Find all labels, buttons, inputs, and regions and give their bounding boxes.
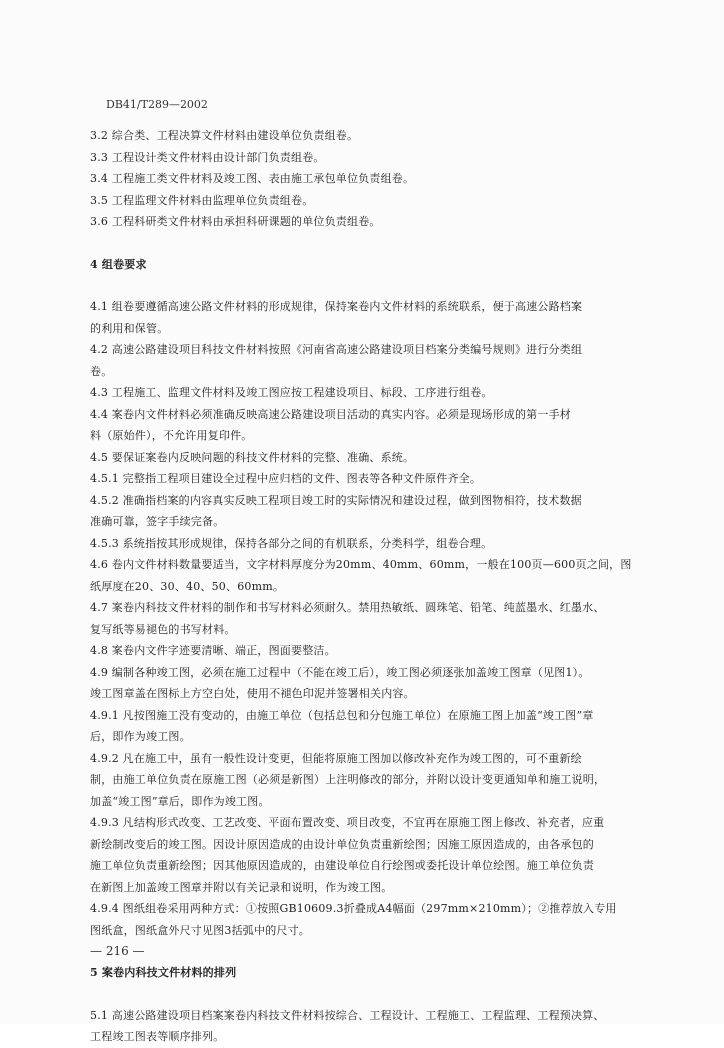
text-line: 竣工图章盖在图标上方空白处，使用不褪色印泥并签署相关内容。 (90, 687, 415, 700)
text-line: 的利用和保管。 (90, 321, 169, 335)
text-line: 4.8 案卷内文件字迹要清晰、端正，图面要整洁。 (90, 644, 336, 657)
spacer (90, 275, 660, 296)
text-line: 3.5 工程监理文件材料由监理单位负责组卷。 (90, 193, 314, 207)
text-line: 4.9.2 凡在施工中，虽有一般性设计变更，但能将原施工图加以修改补充作为竣工图的，可不重新绘 (90, 751, 582, 765)
text-line: 4.2 高速公路建设项目科技文件材料按照《河南省高速公路建设项目档案分类编号规则》进行分类组 (90, 343, 583, 356)
text-line: 料（原始件），不允许用复印件。 (90, 429, 253, 442)
spacer (90, 233, 660, 254)
text-line: 4.9 编制各种竣工图，必须在施工过程中（不能在竣工后），竣工图必须逐张加盖竣工图章（见图1）。 (90, 665, 590, 679)
text-line: 4.9.1 凡按图施工没有变动的，由施工单位（包括总包和分包施工单位）在原施工图上加盖“竣工图”章 (90, 708, 594, 722)
text-line: 4.9.4 图纸组卷采用两种方式：①按照GB10609.3折叠成A4幅面（297mm×210mm）；②推荐放入专用 (90, 902, 617, 915)
text-line: 4.6 卷内文件材料数量要适当，文字材料厚度分为20mm、40mm、60mm，一般在100页—600页之间，图 (90, 558, 632, 571)
text-line: 施工单位负责重新绘图；因其他原因造成的，由建设单位自行绘图或委托设计单位绘图。施工单位负责 (90, 859, 594, 872)
text-line: 制，由施工单位负责在原施工图（必须是新图）上注明修改的部分，并附以设计变更通知单和施工说明， (90, 773, 606, 786)
text-line: 后，即作为竣工图。 (90, 730, 191, 743)
text-line: 4.3 工程施工、监理文件材料及竣工图应按工程建设项目、标段、工序进行组卷。 (90, 386, 493, 399)
text-line: 4.9.3 凡结构形式改变、工艺改变、平面布置改变、项目改变，不宜再在原施工图上修改、补充者，应重 (90, 816, 605, 829)
text-line: 4.7 案卷内科技文件材料的制作和书写材料必须耐久。禁用热敏纸、圆珠笔、铅笔、纯蓝墨水、红墨水、 (90, 601, 605, 614)
text-line: 复写纸等易褪色的书写材料。 (90, 622, 236, 636)
text-line: 4.4 案卷内文件材料必须准确反映高速公路建设项目活动的真实内容。必须是现场形成的第一手材 (90, 407, 571, 421)
text-line: 3.6 工程科研类文件材料由承担科研课题的单位负责组卷。 (90, 215, 381, 228)
text-line: 3.3 工程设计类文件材料由设计部门负责组卷。 (90, 150, 325, 164)
text-line: 3.4 工程施工类文件材料及竣工图、表由施工承包单位负责组卷。 (90, 172, 415, 185)
text-line: 加盖“竣工图”章后，即作为竣工图。 (90, 794, 270, 808)
text-line: 5.1 高速公路建设项目档案案卷内科技文件材料按综合、工程设计、工程施工、工程监理、工程预决算、 (90, 1008, 605, 1022)
spacer (90, 984, 660, 1005)
text-line: 准确可靠，签字手续完备。 (90, 515, 225, 528)
text-line: 4.1 组卷要遵循高速公路文件材料的形成规律，保持案卷内文件材料的系统联系，便于高速公路档案 (90, 300, 583, 313)
page-number: — 216 — (90, 944, 145, 958)
section-heading-5: 5 案卷内科技文件材料的排列 (90, 966, 237, 979)
text-line: 图纸盒，图纸盒外尺寸见图3括弧中的尺寸。 (90, 923, 310, 937)
spacer (90, 941, 660, 962)
text-line: 3.2 综合类、工程决算文件材料由建设单位负责组卷。 (90, 129, 359, 142)
section-heading-4: 4 组卷要求 (90, 257, 147, 271)
standard-code-header: DB41/T289—2002 (106, 98, 208, 111)
text-line: 4.5 要保证案卷内反映问题的科技文件材料的完整、准确、系统。 (90, 450, 415, 464)
text-line: 工程竣工图表等顺序排列。 (90, 1030, 225, 1043)
text-line: 4.5.1 完整指工程项目建设全过程中应归档的文件、图表等各种文件原件齐全。 (90, 472, 482, 485)
text-line: 新绘制改变后的竣工图。因设计原因造成的由设计单位负责重新绘图；因施工原因造成的，由各承包的 (90, 837, 594, 851)
text-line: 纸厚度在20、30、40、50、60mm。 (90, 579, 285, 593)
text-line: 4.5.2 准确指档案的内容真实反映工程项目竣工时的实际情况和建设过程，做到图物相符，技术数据 (90, 493, 582, 507)
document-body (90, 125, 660, 1048)
text-line: 在新图上加盖竣工图章并附以有关记录和说明，作为竣工图。 (90, 880, 393, 894)
text-line: 卷。 (90, 364, 113, 378)
text-line: 4.5.3 系统指按其形成规律，保持各部分之间的有机联系，分类科学，组卷合理。 (90, 536, 493, 550)
